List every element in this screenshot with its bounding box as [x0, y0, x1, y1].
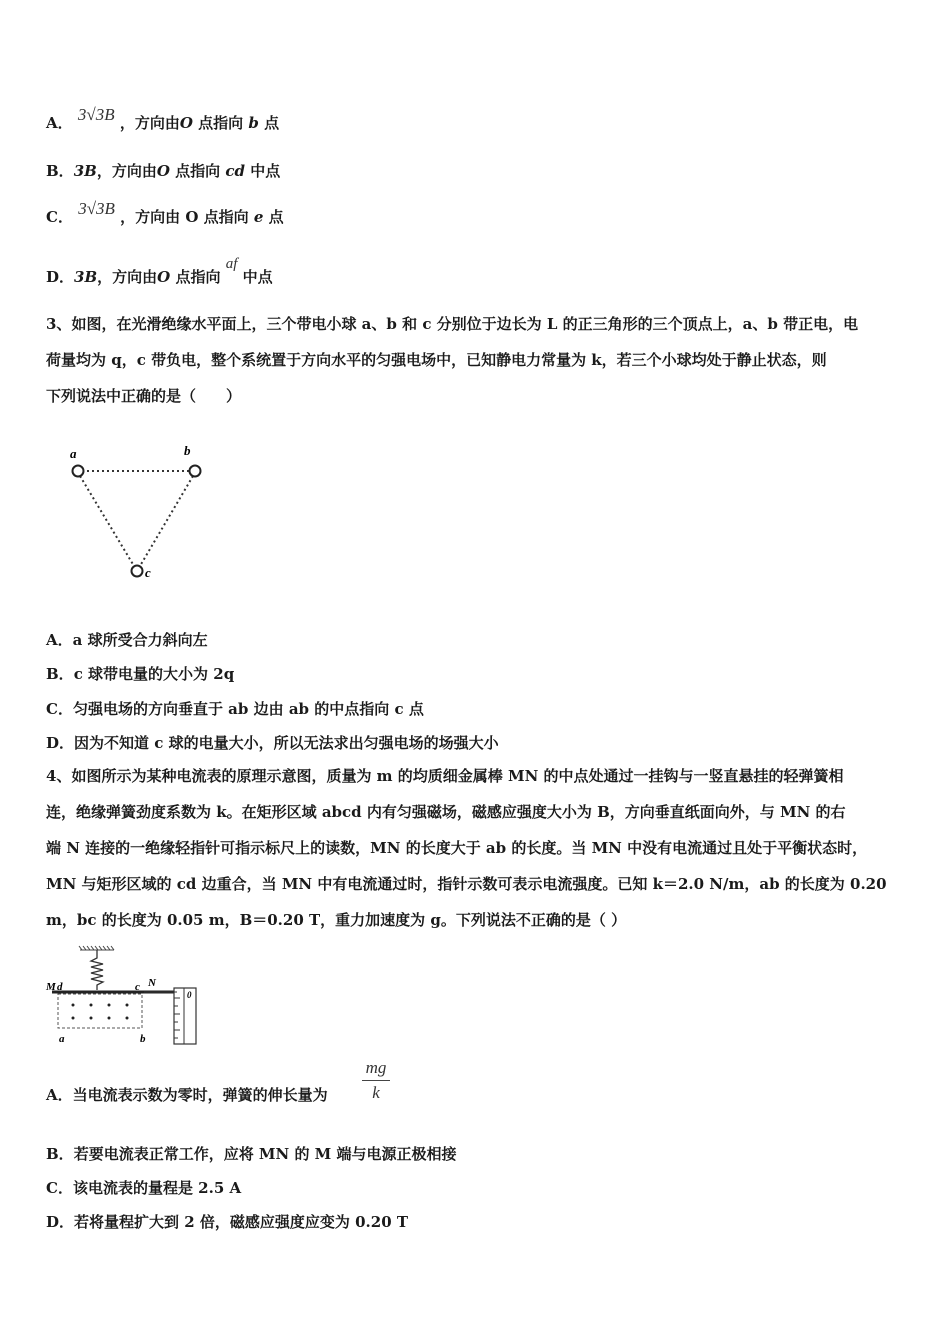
q4-option-b: B．若要电流表正常工作，应将 MN 的 M 端与电源正极相接 [46, 1145, 457, 1163]
scale-ticks [174, 998, 180, 1038]
q3-stem [46, 306, 916, 414]
label-c: c [135, 981, 140, 993]
q4-line-2: 连，绝缘弹簧劲度系数为 k。在矩形区域 abcd 内有匀强磁场，磁感应强度大小为 B，方向垂直纸面向外，与 MN 的右 [46, 803, 846, 821]
field-region-abcd [58, 994, 142, 1028]
option-end: 点 [263, 208, 284, 226]
option-value: 3B [74, 268, 98, 286]
q4-stem [46, 758, 916, 938]
q4-line-4: MN 与矩形区域的 cd 边重合，当 MN 中有电流通过时，指针示数可表示电流强度。已知 k＝2.0 N/m，ab 的长度为 0.20 [46, 875, 887, 893]
option-target: cd [225, 162, 245, 180]
ceiling-hatch [79, 946, 114, 950]
option-target: e [253, 208, 264, 226]
q4-option-d: D．若将量程扩大到 2 倍，磁感应强度应变为 0.20 T [46, 1213, 409, 1231]
option-end: 中点 [244, 162, 281, 180]
q4-line-5: m，bc 的长度为 0.05 m，B＝0.20 T，重力加速度为 g。下列说法不正确的是（ ） [46, 911, 627, 929]
option-text: ，方向由 [119, 114, 180, 132]
label-a: a [59, 1033, 65, 1045]
q2-option-b [46, 160, 280, 181]
q2-option-c [46, 199, 284, 227]
label-m: M [46, 981, 56, 993]
question-number: 3、 [46, 315, 72, 333]
q3-option-c: C．匀强电场的方向垂直于 ab 边由 ab 的中点指向 c 点 [46, 700, 424, 718]
q4-option-c: C．该电流表的量程是 2.5 A [46, 1179, 242, 1197]
label-c: c [145, 565, 151, 580]
label-n: N [148, 977, 156, 989]
option-label: A． [46, 114, 73, 132]
edge-ac [80, 476, 134, 566]
q2-option-a [46, 105, 280, 133]
ball-c [132, 566, 143, 577]
fraction-bar [362, 1080, 390, 1081]
option-value: 3√3B [78, 199, 115, 218]
option-target: b [248, 114, 259, 132]
option-o: O [157, 268, 171, 286]
option-value: 3B [73, 162, 97, 180]
q3-option-d: D．因为不知道 c 球的电量大小，所以无法求出匀强电场的场强大小 [46, 734, 499, 752]
option-mid: 点指向 [170, 268, 221, 286]
option-value: 3√3B [77, 105, 115, 124]
label-a: a [70, 446, 77, 461]
spring [91, 950, 103, 990]
option-text: ，方向由 [96, 162, 157, 180]
label-b: b [140, 1033, 146, 1045]
fraction-denominator: k [372, 1083, 380, 1102]
fraction-numerator: mg [365, 1058, 387, 1077]
option-target: af [225, 256, 238, 272]
option-text: ，方向由 O 点指向 [120, 208, 254, 226]
scale [174, 988, 196, 1044]
q4-option-a: A．当电流表示数为零时，弹簧的伸长量为 [46, 1086, 328, 1104]
edge-bc [140, 476, 193, 566]
option-label: D． [46, 268, 75, 286]
q3-option-a: A．a 球所受合力斜向左 [46, 631, 208, 649]
option-mid: 点指向 [192, 114, 249, 132]
option-end: 点 [258, 114, 280, 132]
question-number: 4、 [46, 767, 72, 785]
scale-zero: 0 [187, 990, 192, 1000]
q2-option-d [46, 256, 273, 287]
fraction-mg-over-k [362, 1058, 390, 1103]
option-mid: 点指向 [169, 162, 226, 180]
option-label: C． [46, 208, 73, 226]
option-o: O [179, 114, 193, 132]
q3-option-b: B．c 球带电量的大小为 2q [46, 665, 235, 683]
label-d: d [57, 981, 63, 993]
field-dots [72, 1004, 129, 1020]
q4-ammeter-figure [44, 944, 214, 1048]
ball-a [73, 466, 84, 477]
option-label: B． [46, 162, 74, 180]
option-end: 中点 [242, 268, 273, 286]
q3-line-1: 3、如图，在光滑绝缘水平面上，三个带电小球 a、b 和 c 分别位于边长为 L 的正三角形的三个顶点上，a、b 带正电，电 [46, 315, 859, 333]
q4-line-1: 4、如图所示为某种电流表的原理示意图，质量为 m 的均质细金属棒 MN 的中点处通过一挂钩与一竖直悬挂的轻弹簧相 [46, 767, 844, 785]
ball-b [190, 466, 201, 477]
option-text: ，方向由 [97, 268, 158, 286]
q3-line-2: 荷量均为 q，c 带负电，整个系统置于方向水平的匀强电场中，已知静电力常量为 k，若三个小球均处于静止状态，则 [46, 351, 827, 369]
label-b: b [184, 443, 191, 458]
q3-triangle-figure [60, 440, 230, 590]
q3-line-3: 下列说法中正确的是（ ） [46, 387, 242, 405]
q4-line-3: 端 N 连接的一绝缘轻指针可指示标尺上的读数，MN 的长度大于 ab 的长度。当 MN 中没有电流通过且处于平衡状态时， [46, 839, 868, 857]
option-o: O [156, 162, 170, 180]
